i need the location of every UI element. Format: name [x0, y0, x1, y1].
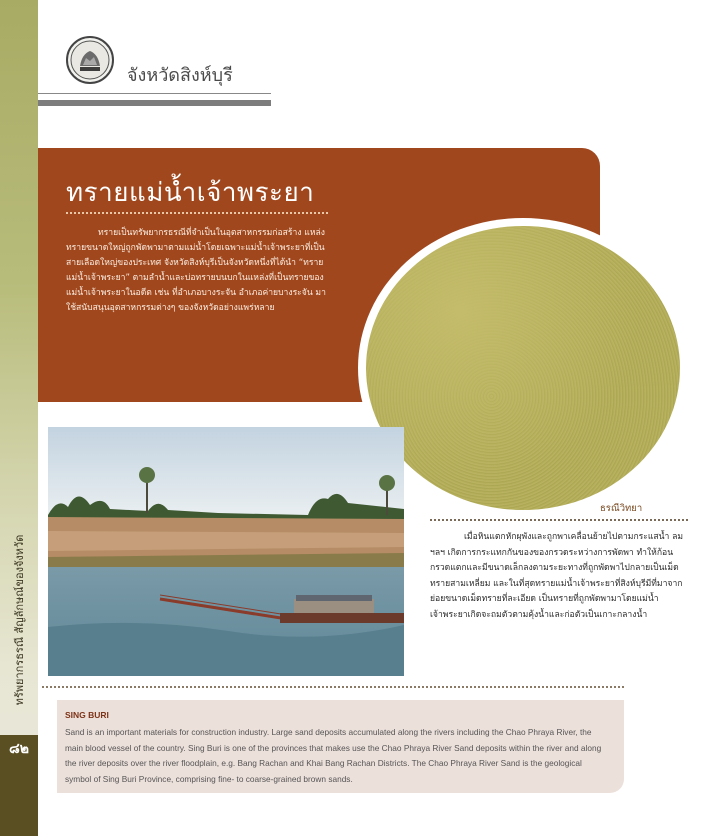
sidebar-vertical-text: ทรัพยากรธรณี สัญลักษณ์ของจังหวัด	[13, 534, 26, 706]
title-dotted-rule	[66, 212, 328, 214]
river-scene-illustration	[48, 427, 404, 676]
province-seal-logo	[66, 36, 114, 84]
header-divider-thin	[38, 93, 271, 94]
page-number: ๘๒	[8, 741, 30, 757]
article-title: ทรายแม่น้ำเจ้าพระยา	[66, 178, 315, 208]
header-divider-thick	[38, 100, 271, 106]
seal-emblem-icon	[68, 38, 112, 82]
english-body: Sand is an important materials for construction industry. Large sand deposits accumulated along the rivers including the Chao Phraya River, the main blood vessel of the country. Sing Buri is one of the provinces that makes use the Chao Phraya River Sand deposits within the river and along the river deposits over the river floodplain, e.g. Bang Rachan and Khai Bang Rachan Districts. The Chao Phraya River Sand is the geological symbol of Sing Buri Province, comprising fine- to coarse-grained brown sands.	[65, 727, 602, 784]
article-body: ทรายเป็นทรัพยากรธรณีที่จำเป็นในอุตสาหกรรมก่อสร้าง แหล่งทรายขนาดใหญ่ถูกพัดพามาตามแม่น้ำโดยเฉพาะแม่น้ำเจ้าพระยาที่เป็นสายเลือดใหญ่ของประเทศ จังหวัดสิงห์บุรีเป็นจังหวัดหนึ่งที่ได้นำ “ทรายแม่น้ำเจ้าพระยา” ตามลำน้ำและบ่อทรายบนบกในแหล่งที่เป็นทรายของแม่น้ำเจ้าพระยาในอดีต เช่น ที่อำเภอบางระจัน อำเภอค่ายบางระจัน มาใช้สนับสนุนอุตสาหกรรมต่างๆ ของจังหวัดอย่างแพร่หลาย	[66, 228, 326, 313]
sand-sample-photo	[366, 226, 680, 510]
section-dotted-divider	[42, 686, 624, 688]
geology-label: ธรณีวิทยา	[600, 503, 643, 514]
english-title: SING BURI	[65, 710, 109, 720]
geology-body: เมื่อหินแตกหักผุพังและถูกพาเคลื่อนย้ายไปตามกระแสน้ำ ลม ฯลฯ เกิดการกระแทกกันของของกรวดระหว่างการพัดพา ทำให้ก้อนกรวดแตกและมีขนาดเล็กลงตามระยะทางที่ถูกพัดพาไปกลายเป็นเม็ดทรายสามเหลี่ยม และในที่สุดทรายแม่น้ำเจ้าพระยาที่สิงห์บุรีมีที่มาจากย่อยขนาดเม็ดทรายที่ละเอียด เป็นทรายที่ถูกพัดพามาโดยแม่น้ำเจ้าพระยาเกิดจะถมตัวตามคุ้งน้ำและก่อตัวเป็นเกาะกลางน้ำ	[430, 532, 684, 620]
province-title: จังหวัดสิงห์บุรี	[127, 65, 233, 86]
sidebar-strip	[0, 0, 38, 836]
geology-dotted-rule	[430, 519, 688, 521]
river-dredge-photo	[48, 427, 404, 676]
